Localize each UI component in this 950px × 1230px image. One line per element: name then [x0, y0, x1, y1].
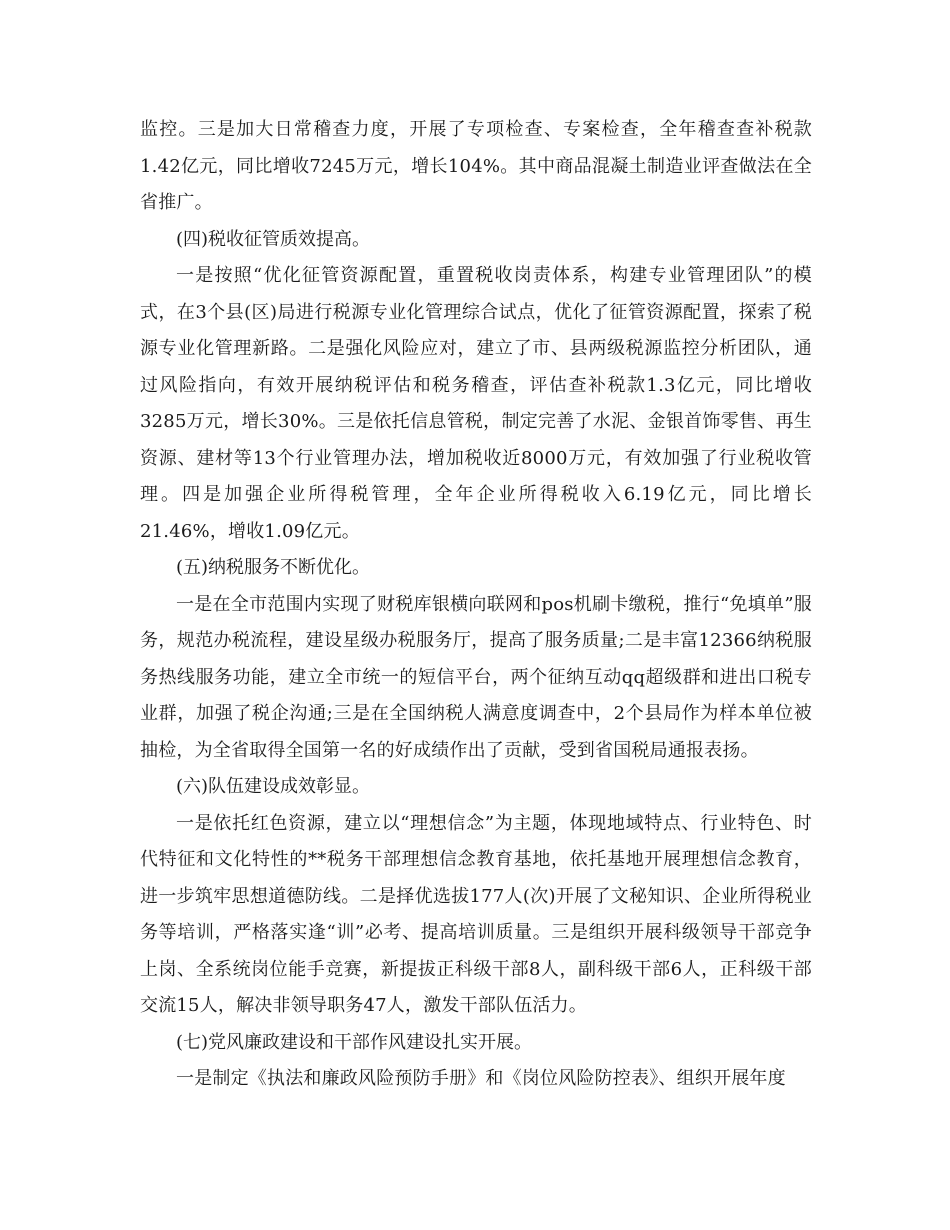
paragraph-team-building: 一是依托红色资源，建立以“理想信念”为主题，体现地域特点、行业特色、时代特征和文化特性的**税务干部理想信念教育基地，依托基地开展理想信念教育，进一步筑牢思想道德防线。二是择优选拔177人(次)开展了文秘知识、企业所得税业务等培训，严格落实逢“训”必考、提高培训质量。三是组织开展科级领导干部竞争上岗、全系统岗位能手竞赛，新提拔正科级干部8人，副科级干部6人，正科级干部交流15人，解决非领导职务47人，激发干部队伍活力。 — [140, 812, 812, 1016]
paragraph-tax-collection: 一是按照“优化征管资源配置，重置税收岗责体系，构建专业管理团队”的模式，在3个县(区)局进行税源专业化管理综合试点，优化了征管资源配置，探索了税源专业化管理新路。二是强化风险应对，建立了市、县两级税源监控分析团队，通过风险指向，有效开展纳税评估和税务稽查，评估查补税款1.3亿元，同比增收3285万元，增长30%。三是依托信息管税，制定完善了水泥、金银首饰零售、再生资源、建材等13个行业管理办法，增加税收近8000万元，有效加强了行业税收管理。四是加强企业所得税管理，全年企业所得税收入6.19亿元，同比增长21.46%，增收1.09亿元。 — [140, 265, 812, 542]
heading-team-building: (六)队伍建设成效彰显。 — [176, 776, 371, 797]
paragraph-audit-control: 监控。三是加大日常稽查力度，开展了专项检查、专案检查，全年稽查查补税款1.42亿元，同比增收7245万元，增长104%。其中商品混凝土制造业评查做法在全省推广。 — [140, 119, 812, 213]
heading-tax-service: (五)纳税服务不断优化。 — [176, 557, 371, 578]
paragraph-party-conduct: 一是制定《执法和廉政风险预防手册》和《岗位风险防控表》、组织开展年度 — [176, 1068, 786, 1089]
heading-tax-collection: (四)税收征管质效提高。 — [176, 228, 371, 250]
document-body — [140, 112, 812, 1098]
heading-party-conduct: (七)党风廉政建设和干部作风建设扎实开展。 — [176, 1031, 533, 1053]
paragraph-tax-service: 一是在全市范围内实现了财税库银横向联网和pos机刷卡缴税，推行“免填单”服务，规范办税流程，建设星级办税服务厅，提高了服务质量;二是丰富12366纳税服务热线服务功能，建立全市统一的短信平台，两个征纳互动qq超级群和进出口税专业群，加强了税企沟通;三是在全国纳税人满意度调查中，2个县局作为样本单位被抽检，为全省取得全国第一名的好成绩作出了贡献，受到省国税局通报表扬。 — [140, 593, 812, 761]
